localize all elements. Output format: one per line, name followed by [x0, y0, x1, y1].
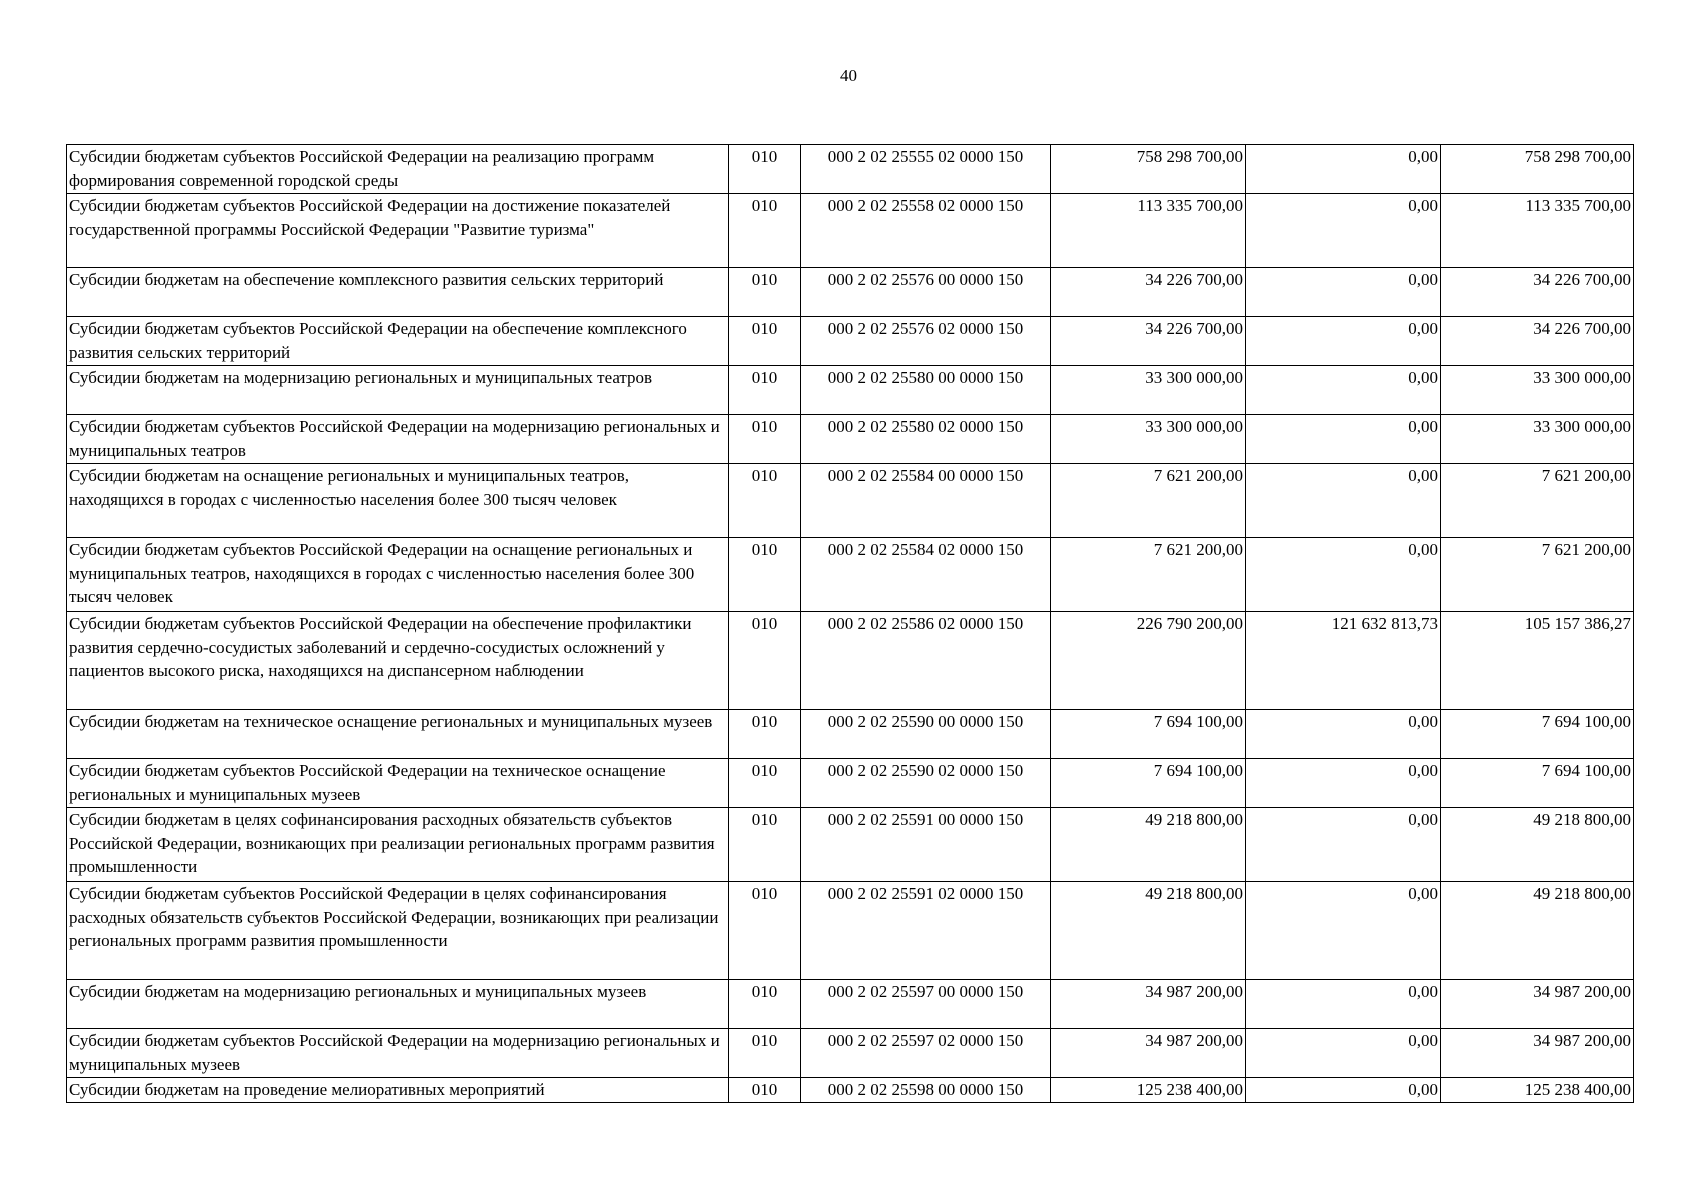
- cell-budget-code: 000 2 02 25580 02 0000 150: [801, 415, 1051, 464]
- cell-approved-amount: 33 300 000,00: [1051, 366, 1246, 415]
- table-row: [67, 612, 1634, 710]
- cell-budget-code: 000 2 02 25558 02 0000 150: [801, 194, 1051, 268]
- cell-remaining-amount: 34 226 700,00: [1441, 268, 1634, 317]
- cell-name: Субсидии бюджетам на техническое оснащение региональных и муниципальных музеев: [67, 710, 729, 759]
- cell-approved-amount: 7 694 100,00: [1051, 710, 1246, 759]
- cell-approved-amount: 49 218 800,00: [1051, 882, 1246, 980]
- cell-remaining-amount: 7 621 200,00: [1441, 538, 1634, 612]
- cell-budget-code: 000 2 02 25576 00 0000 150: [801, 268, 1051, 317]
- table-row: [67, 759, 1634, 808]
- cell-executed-amount: 0,00: [1246, 268, 1441, 317]
- table-row: [67, 882, 1634, 980]
- cell-approved-amount: 34 226 700,00: [1051, 268, 1246, 317]
- cell-remaining-amount: 105 157 386,27: [1441, 612, 1634, 710]
- cell-admin-code: 010: [729, 710, 801, 759]
- cell-admin-code: 010: [729, 882, 801, 980]
- cell-approved-amount: 7 621 200,00: [1051, 464, 1246, 538]
- cell-name: Субсидии бюджетам субъектов Российской Федерации на достижение показателей государственной программы Российской Федерации "Развитие туризма": [67, 194, 729, 268]
- cell-budget-code: 000 2 02 25555 02 0000 150: [801, 145, 1051, 194]
- cell-executed-amount: 0,00: [1246, 145, 1441, 194]
- cell-remaining-amount: 33 300 000,00: [1441, 366, 1634, 415]
- cell-executed-amount: 0,00: [1246, 1029, 1441, 1078]
- cell-executed-amount: 0,00: [1246, 882, 1441, 980]
- cell-budget-code: 000 2 02 25576 02 0000 150: [801, 317, 1051, 366]
- cell-admin-code: 010: [729, 317, 801, 366]
- cell-admin-code: 010: [729, 366, 801, 415]
- cell-approved-amount: 33 300 000,00: [1051, 415, 1246, 464]
- table-row: [67, 317, 1634, 366]
- cell-executed-amount: 0,00: [1246, 980, 1441, 1029]
- cell-executed-amount: 121 632 813,73: [1246, 612, 1441, 710]
- table-row: [67, 194, 1634, 268]
- cell-remaining-amount: 7 694 100,00: [1441, 759, 1634, 808]
- cell-approved-amount: 49 218 800,00: [1051, 808, 1246, 882]
- table-row: [67, 145, 1634, 194]
- cell-budget-code: 000 2 02 25590 00 0000 150: [801, 710, 1051, 759]
- budget-revenue-table: [66, 144, 1634, 1103]
- cell-approved-amount: 758 298 700,00: [1051, 145, 1246, 194]
- cell-admin-code: 010: [729, 1029, 801, 1078]
- page-number: 40: [840, 66, 857, 85]
- cell-name: Субсидии бюджетам субъектов Российской Федерации на обеспечение комплексного развития сельских территорий: [67, 317, 729, 366]
- table-row: [67, 808, 1634, 882]
- cell-approved-amount: 34 987 200,00: [1051, 980, 1246, 1029]
- cell-approved-amount: 113 335 700,00: [1051, 194, 1246, 268]
- cell-admin-code: 010: [729, 145, 801, 194]
- cell-name: Субсидии бюджетам на оснащение региональных и муниципальных театров, находящихся в городах с численностью населения более 300 тысяч человек: [67, 464, 729, 538]
- cell-name: Субсидии бюджетам на модернизацию региональных и муниципальных театров: [67, 366, 729, 415]
- cell-approved-amount: 34 226 700,00: [1051, 317, 1246, 366]
- cell-budget-code: 000 2 02 25590 02 0000 150: [801, 759, 1051, 808]
- cell-executed-amount: 0,00: [1246, 1078, 1441, 1103]
- cell-name: Субсидии бюджетам в целях софинансирования расходных обязательств субъектов Российской Федерации, возникающих при реализации региональных программ развития промышленности: [67, 808, 729, 882]
- cell-admin-code: 010: [729, 464, 801, 538]
- cell-admin-code: 010: [729, 1078, 801, 1103]
- cell-name: Субсидии бюджетам субъектов Российской Федерации на модернизацию региональных и муниципальных музеев: [67, 1029, 729, 1078]
- cell-remaining-amount: 125 238 400,00: [1441, 1078, 1634, 1103]
- cell-approved-amount: 7 621 200,00: [1051, 538, 1246, 612]
- cell-budget-code: 000 2 02 25584 02 0000 150: [801, 538, 1051, 612]
- cell-executed-amount: 0,00: [1246, 415, 1441, 464]
- cell-budget-code: 000 2 02 25586 02 0000 150: [801, 612, 1051, 710]
- cell-remaining-amount: 49 218 800,00: [1441, 882, 1634, 980]
- cell-remaining-amount: 7 621 200,00: [1441, 464, 1634, 538]
- cell-executed-amount: 0,00: [1246, 759, 1441, 808]
- table-row: [67, 268, 1634, 317]
- table-row: [67, 1078, 1634, 1103]
- cell-admin-code: 010: [729, 980, 801, 1029]
- table-row: [67, 1029, 1634, 1078]
- table-row: [67, 710, 1634, 759]
- cell-executed-amount: 0,00: [1246, 710, 1441, 759]
- cell-budget-code: 000 2 02 25580 00 0000 150: [801, 366, 1051, 415]
- cell-approved-amount: 226 790 200,00: [1051, 612, 1246, 710]
- table-row: [67, 415, 1634, 464]
- cell-admin-code: 010: [729, 194, 801, 268]
- cell-admin-code: 010: [729, 415, 801, 464]
- cell-executed-amount: 0,00: [1246, 317, 1441, 366]
- cell-executed-amount: 0,00: [1246, 808, 1441, 882]
- table-row: [67, 464, 1634, 538]
- cell-name: Субсидии бюджетам субъектов Российской Федерации на техническое оснащение региональных и муниципальных музеев: [67, 759, 729, 808]
- cell-remaining-amount: 7 694 100,00: [1441, 710, 1634, 759]
- cell-budget-code: 000 2 02 25584 00 0000 150: [801, 464, 1051, 538]
- cell-budget-code: 000 2 02 25597 02 0000 150: [801, 1029, 1051, 1078]
- cell-name: Субсидии бюджетам субъектов Российской Федерации в целях софинансирования расходных обязательств субъектов Российской Федерации, возникающих при реализации региональных программ развития промышленности: [67, 882, 729, 980]
- cell-remaining-amount: 49 218 800,00: [1441, 808, 1634, 882]
- cell-remaining-amount: 34 987 200,00: [1441, 980, 1634, 1029]
- cell-budget-code: 000 2 02 25597 00 0000 150: [801, 980, 1051, 1029]
- cell-remaining-amount: 33 300 000,00: [1441, 415, 1634, 464]
- cell-budget-code: 000 2 02 25598 00 0000 150: [801, 1078, 1051, 1103]
- cell-approved-amount: 7 694 100,00: [1051, 759, 1246, 808]
- cell-name: Субсидии бюджетам субъектов Российской Федерации на оснащение региональных и муниципальных театров, находящихся в городах с численностью населения более 300 тысяч человек: [67, 538, 729, 612]
- cell-name: Субсидии бюджетам на обеспечение комплексного развития сельских территорий: [67, 268, 729, 317]
- cell-name: Субсидии бюджетам на модернизацию региональных и муниципальных музеев: [67, 980, 729, 1029]
- cell-name: Субсидии бюджетам на проведение мелиоративных мероприятий: [67, 1078, 729, 1103]
- table-row: [67, 980, 1634, 1029]
- cell-admin-code: 010: [729, 612, 801, 710]
- table-row: [67, 366, 1634, 415]
- table-row: [67, 538, 1634, 612]
- cell-remaining-amount: 34 226 700,00: [1441, 317, 1634, 366]
- cell-name: Субсидии бюджетам субъектов Российской Федерации на модернизацию региональных и муниципальных театров: [67, 415, 729, 464]
- cell-executed-amount: 0,00: [1246, 538, 1441, 612]
- cell-approved-amount: 125 238 400,00: [1051, 1078, 1246, 1103]
- cell-executed-amount: 0,00: [1246, 464, 1441, 538]
- cell-name: Субсидии бюджетам субъектов Российской Федерации на реализацию программ формирования современной городской среды: [67, 145, 729, 194]
- cell-budget-code: 000 2 02 25591 02 0000 150: [801, 882, 1051, 980]
- cell-admin-code: 010: [729, 759, 801, 808]
- cell-executed-amount: 0,00: [1246, 194, 1441, 268]
- cell-admin-code: 010: [729, 538, 801, 612]
- cell-remaining-amount: 758 298 700,00: [1441, 145, 1634, 194]
- cell-name: Субсидии бюджетам субъектов Российской Федерации на обеспечение профилактики развития сердечно-сосудистых заболеваний и сердечно-сосудистых осложнений у пациентов высокого риска, находящихся на диспансерном наблюдении: [67, 612, 729, 710]
- cell-admin-code: 010: [729, 808, 801, 882]
- cell-remaining-amount: 34 987 200,00: [1441, 1029, 1634, 1078]
- cell-admin-code: 010: [729, 268, 801, 317]
- cell-remaining-amount: 113 335 700,00: [1441, 194, 1634, 268]
- cell-executed-amount: 0,00: [1246, 366, 1441, 415]
- cell-approved-amount: 34 987 200,00: [1051, 1029, 1246, 1078]
- cell-budget-code: 000 2 02 25591 00 0000 150: [801, 808, 1051, 882]
